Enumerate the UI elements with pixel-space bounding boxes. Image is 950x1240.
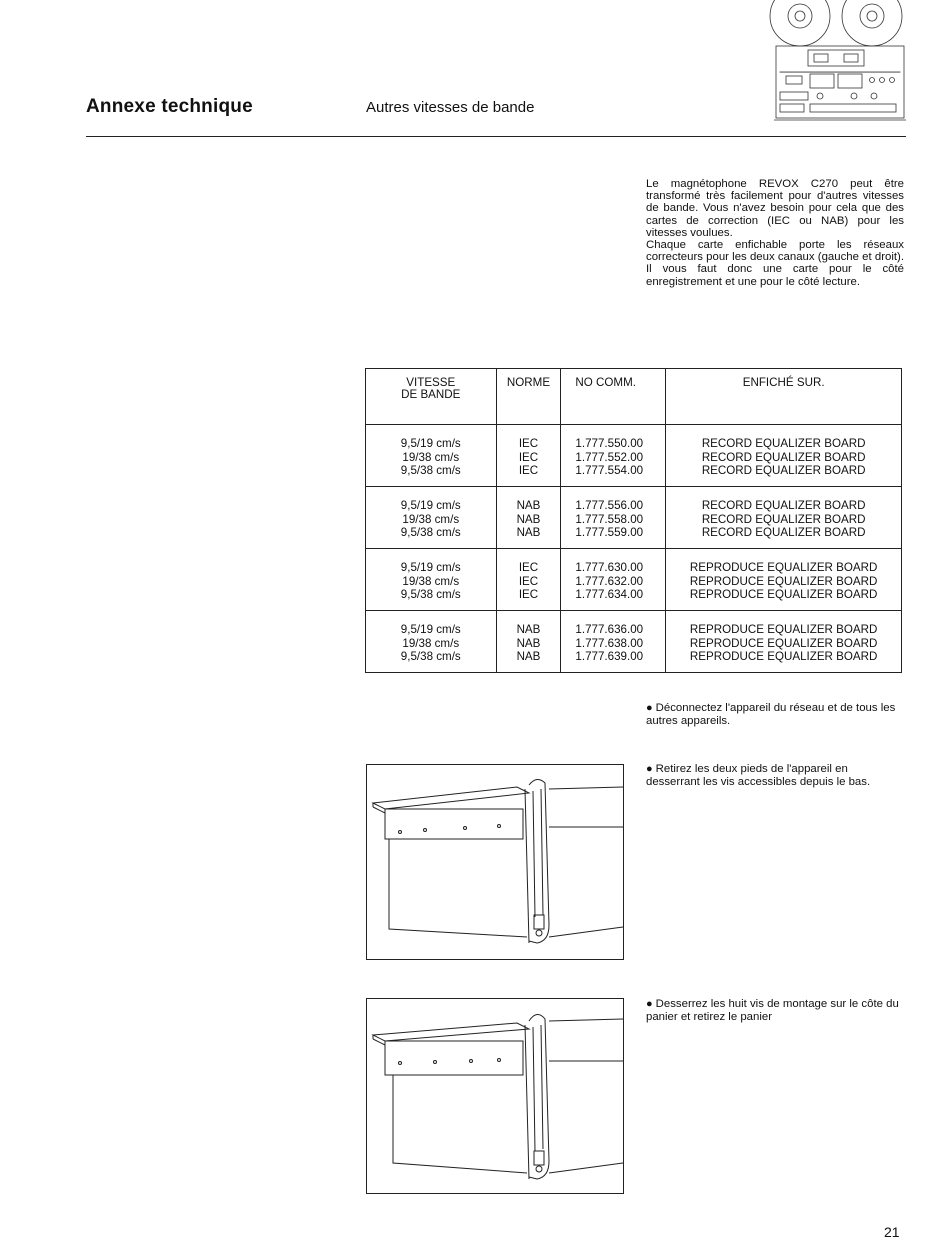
page-number: 21 xyxy=(884,1224,900,1240)
speed-cell-line: 9,5/38 cm/s xyxy=(367,526,495,540)
order-no-cell xyxy=(561,487,666,549)
order-no-cell-line: 1.777.639.00 xyxy=(575,650,664,664)
norm-cell xyxy=(496,425,561,487)
speed-cell-line: 9,5/38 cm/s xyxy=(367,650,495,664)
norm-cell-line: NAB xyxy=(498,623,560,637)
figure-remove-feet xyxy=(366,764,624,960)
order-no-cell xyxy=(561,549,666,611)
order-no-cell xyxy=(561,425,666,487)
order-no-cell xyxy=(561,611,666,673)
table-row xyxy=(366,425,902,487)
table-row xyxy=(366,487,902,549)
step-text: Retirez les deux pieds de l'appareil en desserrant les vis accessibles depuis le bas. xyxy=(646,763,870,788)
speed-cell xyxy=(366,425,497,487)
left-reel xyxy=(770,0,830,46)
board-cell-line: REPRODUCE EQUALIZER BOARD xyxy=(667,561,900,575)
norm-cell-line: IEC xyxy=(498,464,560,478)
speed-table xyxy=(365,368,902,673)
board-cell-line: REPRODUCE EQUALIZER BOARD xyxy=(667,623,900,637)
board-cell xyxy=(666,611,902,673)
table-row xyxy=(366,549,902,611)
norm-cell-line: IEC xyxy=(498,575,560,589)
board-cell xyxy=(666,487,902,549)
col-speed-header: VITESSE DE BANDE xyxy=(366,369,497,425)
order-no-cell-line: 1.777.558.00 xyxy=(575,513,664,527)
speed-cell xyxy=(366,487,497,549)
intro-paragraph: Le magnétophone REVOX C270 peut être transformé très facilement pour d'autres vitesses de bande. Vous n'avez besoin pour cela que des cartes de correction (IEC ou NAB) pour les vitesses voulues. xyxy=(646,178,904,239)
norm-cell-line: IEC xyxy=(498,451,560,465)
chassis-illustration xyxy=(367,999,623,1193)
speed-cell-line: 9,5/19 cm/s xyxy=(367,437,495,451)
board-cell-line: RECORD EQUALIZER BOARD xyxy=(667,526,900,540)
norm-cell-line: IEC xyxy=(498,588,560,602)
order-no-cell-line: 1.777.550.00 xyxy=(575,437,664,451)
col-plug-header: ENFICHÉ SUR. xyxy=(666,369,902,425)
norm-cell-line: NAB xyxy=(498,513,560,527)
page-subtitle: Autres vitesses de bande xyxy=(366,99,534,116)
board-cell-line: REPRODUCE EQUALIZER BOARD xyxy=(667,588,900,602)
speed-cell-line: 19/38 cm/s xyxy=(367,451,495,465)
order-no-cell-line: 1.777.556.00 xyxy=(575,499,664,513)
speed-cell xyxy=(366,549,497,611)
step-remove-feet xyxy=(646,763,904,789)
chassis-illustration xyxy=(367,765,623,959)
board-cell xyxy=(666,549,902,611)
page-title: Annexe technique xyxy=(86,96,253,118)
speed-cell xyxy=(366,611,497,673)
norm-cell-line: NAB xyxy=(498,650,560,664)
speed-cell-line: 19/38 cm/s xyxy=(367,513,495,527)
board-cell-line: RECORD EQUALIZER BOARD xyxy=(667,437,900,451)
norm-cell xyxy=(496,549,561,611)
board-cell-line: RECORD EQUALIZER BOARD xyxy=(667,451,900,465)
intro-text xyxy=(646,178,904,288)
board-cell-line: REPRODUCE EQUALIZER BOARD xyxy=(667,637,900,651)
order-no-cell-line: 1.777.634.00 xyxy=(575,588,664,602)
speed-cell-line: 9,5/19 cm/s xyxy=(367,561,495,575)
speed-cell-line: 9,5/19 cm/s xyxy=(367,499,495,513)
board-cell-line: REPRODUCE EQUALIZER BOARD xyxy=(667,575,900,589)
order-no-cell-line: 1.777.552.00 xyxy=(575,451,664,465)
norm-cell xyxy=(496,487,561,549)
col-order-no-header: NO COMM. xyxy=(561,369,666,425)
figure-remove-basket xyxy=(366,998,624,1194)
order-no-cell-line: 1.777.554.00 xyxy=(575,464,664,478)
board-cell xyxy=(666,425,902,487)
step-text: Desserrez les huit vis de montage sur le côte du panier et retirez le panier xyxy=(646,998,899,1023)
speed-cell-line: 19/38 cm/s xyxy=(367,637,495,651)
intro-paragraph: Chaque carte enfichable porte les réseaux correcteurs pour les deux canaux (gauche et droit). Il vous faut donc une carte pour le côté enregistrement et une pour le côté lecture. xyxy=(646,239,904,288)
header-divider xyxy=(86,136,906,137)
table-header-row xyxy=(366,369,902,425)
bullet-icon: ● xyxy=(646,702,653,714)
board-cell-line: REPRODUCE EQUALIZER BOARD xyxy=(667,650,900,664)
bullet-icon: ● xyxy=(646,763,653,775)
tape-recorder-illustration xyxy=(762,0,906,128)
bullet-icon: ● xyxy=(646,998,653,1010)
speed-cell-line: 19/38 cm/s xyxy=(367,575,495,589)
order-no-cell-line: 1.777.559.00 xyxy=(575,526,664,540)
norm-cell xyxy=(496,611,561,673)
col-norm-header: NORME xyxy=(496,369,561,425)
board-cell-line: RECORD EQUALIZER BOARD xyxy=(667,499,900,513)
deck-body xyxy=(776,46,904,118)
norm-cell-line: IEC xyxy=(498,437,560,451)
board-cell-line: RECORD EQUALIZER BOARD xyxy=(667,513,900,527)
right-reel xyxy=(842,0,902,46)
board-cell-line: RECORD EQUALIZER BOARD xyxy=(667,464,900,478)
norm-cell-line: NAB xyxy=(498,637,560,651)
speed-cell-line: 9,5/38 cm/s xyxy=(367,588,495,602)
step-disconnect xyxy=(646,702,904,728)
table-row xyxy=(366,611,902,673)
order-no-cell-line: 1.777.636.00 xyxy=(575,623,664,637)
norm-cell-line: NAB xyxy=(498,499,560,513)
norm-cell-line: IEC xyxy=(498,561,560,575)
step-remove-basket xyxy=(646,998,904,1024)
step-text: Déconnectez l'appareil du réseau et de tous les autres appareils. xyxy=(646,702,895,727)
order-no-cell-line: 1.777.632.00 xyxy=(575,575,664,589)
norm-cell-line: NAB xyxy=(498,526,560,540)
order-no-cell-line: 1.777.630.00 xyxy=(575,561,664,575)
speed-cell-line: 9,5/38 cm/s xyxy=(367,464,495,478)
speed-cell-line: 9,5/19 cm/s xyxy=(367,623,495,637)
order-no-cell-line: 1.777.638.00 xyxy=(575,637,664,651)
